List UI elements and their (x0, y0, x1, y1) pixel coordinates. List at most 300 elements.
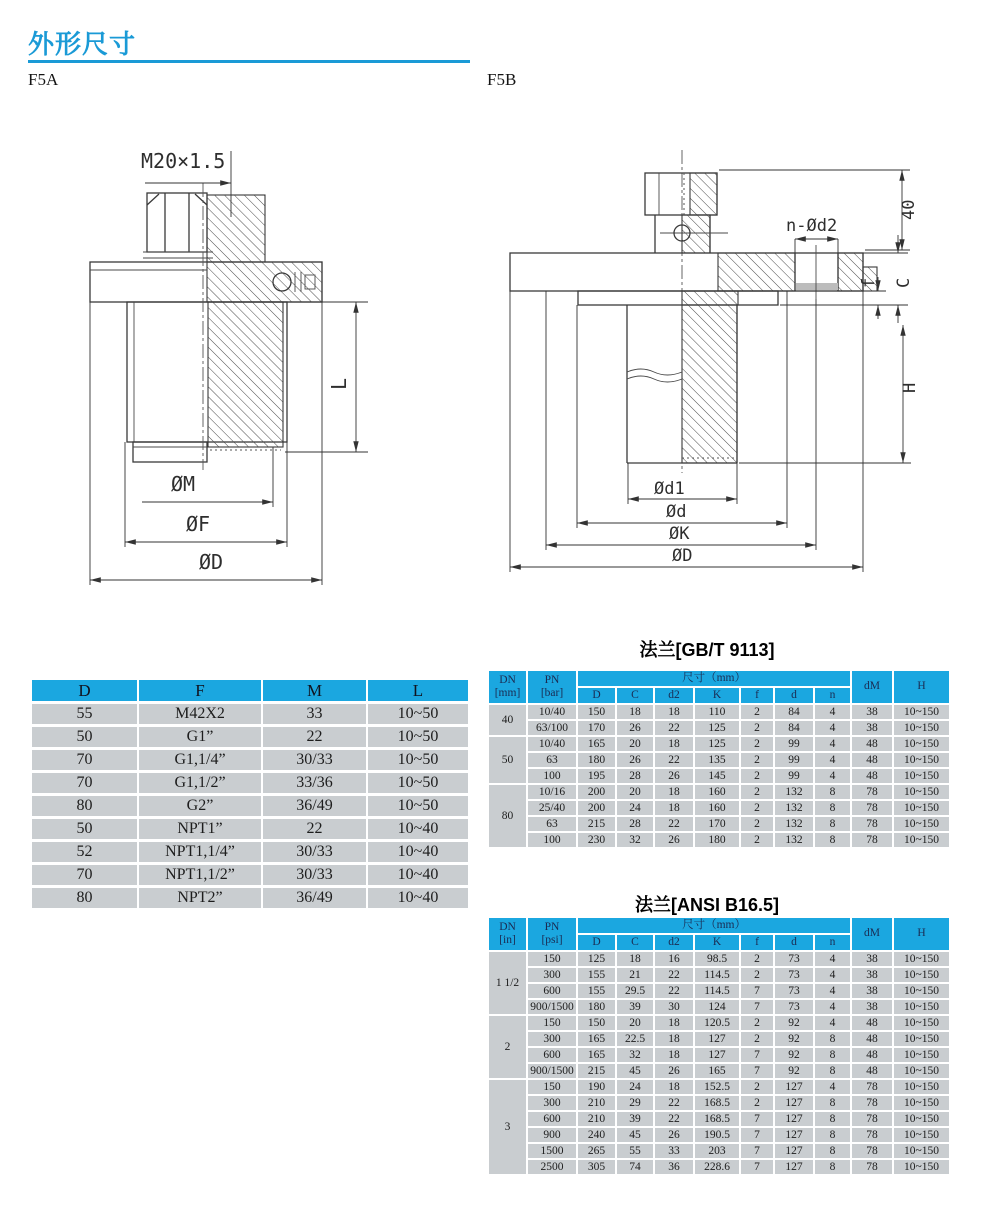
table-cell: 30/33 (263, 842, 366, 862)
table-cell: 10~150 (894, 984, 949, 998)
table-cell: 2 (741, 721, 773, 735)
table-cell: 84 (775, 705, 813, 719)
table-row (489, 1144, 949, 1158)
column-header: f (741, 935, 773, 950)
table-row (489, 705, 949, 719)
table-cell: NPT1” (139, 819, 261, 839)
table-cell: 240 (578, 1128, 615, 1142)
table-cell: 25/40 (528, 801, 576, 815)
top-stem (645, 173, 728, 253)
header-unit: [in] (499, 934, 516, 946)
table-cell: 73 (775, 984, 813, 998)
table-cell: 2 (741, 753, 773, 767)
table-row (489, 1160, 949, 1174)
table-cell: 300 (528, 1032, 576, 1046)
table-cell: 150 (528, 1016, 576, 1030)
table-cell: 7 (741, 1064, 773, 1078)
table-cell: 36/49 (263, 796, 366, 816)
table-cell: 195 (578, 769, 615, 783)
column-header: d (775, 688, 813, 703)
table-row (489, 721, 949, 735)
table-cell: 18 (655, 705, 693, 719)
table-cell: 150 (578, 1016, 615, 1030)
header-label: PN (544, 920, 560, 933)
table-cell: 10~150 (894, 1048, 949, 1062)
table-cell: 10~150 (894, 1000, 949, 1014)
table-cell: 300 (528, 968, 576, 982)
table-cell: 215 (578, 1064, 615, 1078)
table-cell: 80 (32, 888, 137, 908)
table-cell: 125 (695, 721, 739, 735)
table-cell: 32 (617, 1048, 653, 1062)
table-cell: 2 (741, 833, 773, 847)
column-header-size: 尺寸（mm） (578, 918, 850, 933)
table-cell: 1500 (528, 1144, 576, 1158)
table-cell: 22 (263, 819, 366, 839)
table-row (32, 704, 468, 724)
table-cell: 39 (617, 1000, 653, 1014)
table-cell: 165 (578, 1048, 615, 1062)
table-cell: 170 (695, 817, 739, 831)
table-cell: 22 (655, 1096, 693, 1110)
table-cell: 99 (775, 737, 813, 751)
table-cell: 33 (655, 1144, 693, 1158)
table-cell: 33 (263, 704, 366, 724)
table-cell: 50 (489, 737, 526, 783)
table-cell: 150 (528, 952, 576, 966)
table-cell: 48 (852, 769, 892, 783)
table-cell: 155 (578, 984, 615, 998)
table-cell: 3 (489, 1080, 526, 1174)
table-cell: 4 (815, 705, 850, 719)
table-cell: 10~150 (894, 1064, 949, 1078)
table-cell: 16 (655, 952, 693, 966)
table-row (489, 785, 949, 799)
flange-section (510, 245, 877, 305)
table-cell: 98.5 (695, 952, 739, 966)
header-unit: [mm] (494, 687, 521, 699)
table-cell: 10/40 (528, 705, 576, 719)
table-cell: 2 (741, 817, 773, 831)
column-header-h: H (894, 671, 949, 703)
table-cell: 7 (741, 1048, 773, 1062)
table-cell: 99 (775, 769, 813, 783)
table-row (489, 952, 949, 966)
table-cell: 4 (815, 1080, 850, 1094)
dimension-table (30, 677, 470, 911)
table-cell: G2” (139, 796, 261, 816)
table-cell: G1,1/2” (139, 773, 261, 793)
table-cell: 8 (815, 1144, 850, 1158)
header-label: DN (499, 673, 516, 686)
column-header-d: D (32, 680, 137, 701)
table-cell: 160 (695, 785, 739, 799)
table-cell: 127 (775, 1160, 813, 1174)
table-cell: 180 (578, 753, 615, 767)
table-row (489, 753, 949, 767)
table-cell: 100 (528, 769, 576, 783)
table-row (489, 1048, 949, 1062)
table-cell: 80 (32, 796, 137, 816)
dim-label-c: C (894, 277, 914, 288)
table-cell: 2 (489, 1016, 526, 1078)
ansi-flange-table (487, 916, 951, 1176)
table-cell: 127 (775, 1144, 813, 1158)
table-row (489, 1032, 949, 1046)
table-cell: 78 (852, 817, 892, 831)
table-cell: 29 (617, 1096, 653, 1110)
table-cell: 22 (655, 753, 693, 767)
column-header-dm: dM (852, 671, 892, 703)
table-cell: 190 (578, 1080, 615, 1094)
table-cell: 63 (528, 753, 576, 767)
column-header-dn (489, 671, 526, 703)
table-cell: 26 (655, 1128, 693, 1142)
table-cell: 10~150 (894, 769, 949, 783)
column-header-pn (528, 918, 576, 950)
table-cell: 160 (695, 801, 739, 815)
table-cell: 7 (741, 1128, 773, 1142)
table-cell: 100 (528, 833, 576, 847)
table-cell: 26 (655, 1064, 693, 1078)
table-row (489, 984, 949, 998)
table-cell: 2500 (528, 1160, 576, 1174)
table-cell: 24 (617, 801, 653, 815)
table-cell: 4 (815, 769, 850, 783)
table-cell: 36 (655, 1160, 693, 1174)
table-cell: 1 1/2 (489, 952, 526, 1014)
column-header: D (578, 688, 615, 703)
table-cell: 10~50 (368, 704, 468, 724)
table-cell: 8 (815, 833, 850, 847)
table-cell: 127 (695, 1048, 739, 1062)
table-cell: 18 (655, 1032, 693, 1046)
column-header: D (578, 935, 615, 950)
table-cell: 18 (655, 1016, 693, 1030)
table-cell: 165 (695, 1064, 739, 1078)
table-cell: 55 (617, 1144, 653, 1158)
figure-f5b-drawing (478, 125, 938, 600)
page-title: 外形尺寸 (28, 29, 137, 59)
table-cell: M42X2 (139, 704, 261, 724)
table-cell: 120.5 (695, 1016, 739, 1030)
table-cell: 22 (655, 817, 693, 831)
table-cell: 63/100 (528, 721, 576, 735)
table-cell: 84 (775, 721, 813, 735)
table-cell: 132 (775, 785, 813, 799)
table-cell: 26 (655, 833, 693, 847)
table-cell: 18 (655, 1048, 693, 1062)
table-cell: 132 (775, 801, 813, 815)
table-cell: 20 (617, 737, 653, 751)
table-row (489, 737, 949, 751)
table-cell: 10~50 (368, 773, 468, 793)
table-cell: 99 (775, 753, 813, 767)
ansi-table-title: 法兰[ANSI B16.5] (634, 895, 780, 915)
table-cell: 168.5 (695, 1112, 739, 1126)
table-cell: 40 (489, 705, 526, 735)
table-cell: 39 (617, 1112, 653, 1126)
table-cell: 78 (852, 1112, 892, 1126)
table-cell: 22 (263, 727, 366, 747)
table-cell: 18 (655, 785, 693, 799)
gbt-table-body (489, 705, 949, 847)
table-cell: 127 (775, 1080, 813, 1094)
table-cell: 18 (617, 952, 653, 966)
table-cell: 190.5 (695, 1128, 739, 1142)
table-cell: 900 (528, 1128, 576, 1142)
figure-f5a-label: F5A (28, 70, 59, 89)
dimension-table-body (32, 704, 468, 908)
header-unit: [psi] (541, 934, 563, 946)
ansi-table-body (489, 952, 949, 1174)
table-cell: 2 (741, 1032, 773, 1046)
table-cell: 26 (617, 721, 653, 735)
table-cell: 20 (617, 785, 653, 799)
table-cell: 4 (815, 737, 850, 751)
table-header-row (489, 671, 949, 686)
table-cell: 8 (815, 817, 850, 831)
table-cell: 28 (617, 769, 653, 783)
table-cell: 32 (617, 833, 653, 847)
table-row (489, 1096, 949, 1110)
table-cell: 4 (815, 952, 850, 966)
table-cell: 78 (852, 1144, 892, 1158)
table-cell: 10/40 (528, 737, 576, 751)
table-cell: 114.5 (695, 968, 739, 982)
table-cell: 10~150 (894, 721, 949, 735)
column-header-dm: dM (852, 918, 892, 950)
table-cell: 18 (655, 801, 693, 815)
table-cell: 8 (815, 785, 850, 799)
table-cell: 52 (32, 842, 137, 862)
table-cell: 4 (815, 984, 850, 998)
table-cell: 8 (815, 1096, 850, 1110)
table-cell: 8 (815, 1112, 850, 1126)
table-cell: 38 (852, 1000, 892, 1014)
table-cell: 20 (617, 1016, 653, 1030)
table-cell: G1,1/4” (139, 750, 261, 770)
gbt-flange-table (487, 669, 951, 849)
table-cell: 73 (775, 952, 813, 966)
table-cell: 48 (852, 1032, 892, 1046)
table-cell: 132 (775, 833, 813, 847)
table-cell: 215 (578, 817, 615, 831)
table-row (489, 833, 949, 847)
table-row (489, 817, 949, 831)
table-cell: 180 (695, 833, 739, 847)
table-cell: 4 (815, 968, 850, 982)
table-cell: 210 (578, 1096, 615, 1110)
table-cell: 125 (695, 737, 739, 751)
flange-section (90, 262, 322, 302)
table-cell: 10~40 (368, 842, 468, 862)
table-cell: 155 (578, 968, 615, 982)
table-cell: 78 (852, 1080, 892, 1094)
dim-label-dd: ØD (672, 546, 693, 566)
table-cell: 7 (741, 1160, 773, 1174)
table-cell: 18 (655, 1080, 693, 1094)
table-cell: 48 (852, 753, 892, 767)
table-cell: 28 (617, 817, 653, 831)
table-row (489, 1080, 949, 1094)
table-cell: 2 (741, 1080, 773, 1094)
column-header-size: 尺寸（mm） (578, 671, 850, 686)
table-cell: 92 (775, 1064, 813, 1078)
table-cell: 127 (775, 1112, 813, 1126)
column-header-l: L (368, 680, 468, 701)
table-cell: 2 (741, 1096, 773, 1110)
table-cell: 8 (815, 1032, 850, 1046)
table-cell: 8 (815, 801, 850, 815)
table-cell: 145 (695, 769, 739, 783)
table-row (32, 727, 468, 747)
table-row (32, 750, 468, 770)
table-cell: 22 (655, 984, 693, 998)
column-header: K (695, 935, 739, 950)
table-cell: 48 (852, 1048, 892, 1062)
table-cell: 78 (852, 1128, 892, 1142)
table-cell: 10~150 (894, 1112, 949, 1126)
table-cell: 50 (32, 819, 137, 839)
table-cell: 22 (655, 721, 693, 735)
table-cell: 92 (775, 1016, 813, 1030)
table-row (489, 968, 949, 982)
table-cell: 10~150 (894, 753, 949, 767)
table-cell: 600 (528, 1048, 576, 1062)
column-header: n (815, 688, 850, 703)
table-row (489, 1016, 949, 1030)
column-header: C (617, 935, 653, 950)
table-cell: 26 (655, 769, 693, 783)
gbt-table-title: 法兰[GB/T 9113] (639, 640, 775, 660)
table-cell: 10~40 (368, 865, 468, 885)
table-cell: 152.5 (695, 1080, 739, 1094)
column-header: K (695, 688, 739, 703)
table-cell: 10~150 (894, 705, 949, 719)
table-cell: 150 (578, 705, 615, 719)
table-row (489, 801, 949, 815)
table-cell: 78 (852, 833, 892, 847)
table-cell: 92 (775, 1032, 813, 1046)
table-cell: 900/1500 (528, 1000, 576, 1014)
table-cell: 300 (528, 1096, 576, 1110)
table-cell: 600 (528, 1112, 576, 1126)
table-cell: 125 (578, 952, 615, 966)
table-cell: 10~50 (368, 796, 468, 816)
table-cell: 22 (655, 968, 693, 982)
table-cell: 33/36 (263, 773, 366, 793)
table-cell: 10~150 (894, 1128, 949, 1142)
table-cell: 74 (617, 1160, 653, 1174)
table-cell: 2 (741, 785, 773, 799)
table-header-row (32, 680, 468, 701)
table-cell: 78 (852, 785, 892, 799)
table-cell: 10~150 (894, 737, 949, 751)
table-cell: 48 (852, 1064, 892, 1078)
table-cell: 7 (741, 1112, 773, 1126)
header-label: DN (499, 920, 516, 933)
table-cell: 2 (741, 801, 773, 815)
table-cell: 10~150 (894, 1032, 949, 1046)
table-cell: 203 (695, 1144, 739, 1158)
dim-label-l: L (327, 377, 351, 390)
table-cell: 168.5 (695, 1096, 739, 1110)
hex-head (143, 193, 213, 258)
table-cell: 150 (528, 1080, 576, 1094)
table-row (489, 1128, 949, 1142)
table-cell: 10~150 (894, 833, 949, 847)
table-cell: 7 (741, 1000, 773, 1014)
table-cell: 10~150 (894, 1080, 949, 1094)
table-cell: 10~150 (894, 817, 949, 831)
table-cell: G1” (139, 727, 261, 747)
table-row (489, 1112, 949, 1126)
table-cell: 135 (695, 753, 739, 767)
table-cell: 114.5 (695, 984, 739, 998)
table-row (32, 773, 468, 793)
table-cell: NPT1,1/2” (139, 865, 261, 885)
column-header-h: H (894, 918, 949, 950)
dim-label-d1: Ød1 (654, 479, 685, 499)
column-header: f (741, 688, 773, 703)
table-cell: 2 (741, 737, 773, 751)
table-cell: 18 (617, 705, 653, 719)
table-cell: 50 (32, 727, 137, 747)
dim-label-thread: M20×1.5 (141, 149, 226, 173)
table-cell: 165 (578, 737, 615, 751)
table-cell: NPT1,1/4” (139, 842, 261, 862)
table-header-row (489, 918, 949, 933)
table-cell: 10~40 (368, 819, 468, 839)
table-cell: 38 (852, 705, 892, 719)
dim-label-od: ØD (199, 550, 224, 574)
table-cell: 170 (578, 721, 615, 735)
dim-label-40: 40 (899, 199, 919, 220)
table-row (32, 819, 468, 839)
table-cell: 70 (32, 865, 137, 885)
table-cell: 38 (852, 968, 892, 982)
gland-section (207, 195, 265, 262)
column-header: d (775, 935, 813, 950)
table-cell: 70 (32, 750, 137, 770)
lower-stem (627, 305, 737, 463)
table-cell: 48 (852, 1016, 892, 1030)
table-cell: 4 (815, 753, 850, 767)
table-cell: 24 (617, 1080, 653, 1094)
table-cell: 38 (852, 952, 892, 966)
table-cell: 305 (578, 1160, 615, 1174)
column-header: C (617, 688, 653, 703)
column-header-dn (489, 918, 526, 950)
table-cell: 7 (741, 1144, 773, 1158)
dim-label-f: f (859, 277, 879, 288)
table-cell: 124 (695, 1000, 739, 1014)
table-cell: 73 (775, 1000, 813, 1014)
column-header: d2 (655, 688, 693, 703)
table-cell: 10~150 (894, 952, 949, 966)
table-cell: 18 (655, 737, 693, 751)
table-cell: 73 (775, 968, 813, 982)
table-cell: 127 (695, 1032, 739, 1046)
table-cell: 45 (617, 1064, 653, 1078)
header-label: PN (544, 673, 560, 686)
table-cell: 4 (815, 1016, 850, 1030)
table-cell: 21 (617, 968, 653, 982)
table-cell: NPT2” (139, 888, 261, 908)
dim-label-of: ØF (186, 512, 211, 536)
table-cell: 10~50 (368, 727, 468, 747)
